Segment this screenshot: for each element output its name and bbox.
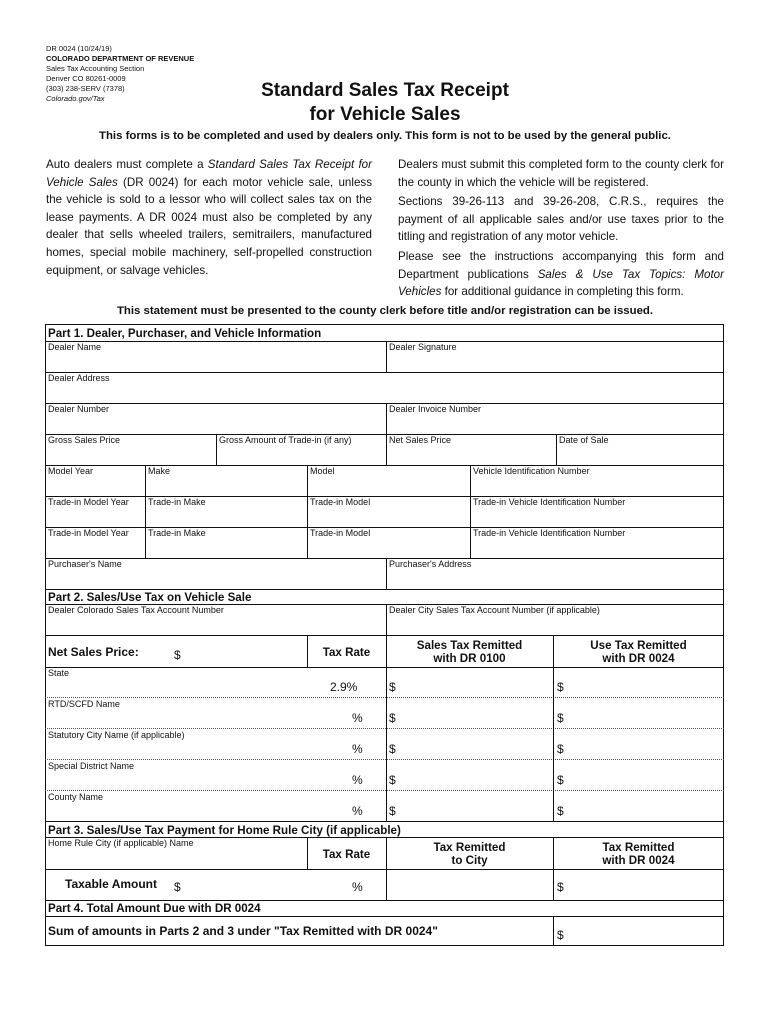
sales-tax-currency: $ [389,773,396,787]
use-tax-amount-input[interactable] [567,711,720,726]
tradein-model-input-1[interactable] [310,509,466,525]
model-input[interactable] [310,478,466,494]
use-tax-currency: $ [557,680,564,694]
use-tax-amount-input[interactable] [567,773,720,788]
part4-heading: Part 4. Total Amount Due with DR 0024 [48,902,261,915]
phone-number: (303) 238-SERV (7378) [46,84,125,93]
model-year-input[interactable] [48,478,142,494]
vin-label: Vehicle Identification Number [473,466,590,476]
dr-header-line-1: Tax Remitted [602,841,675,854]
purchaser-address-input[interactable] [389,571,720,587]
purchaser-name-input[interactable] [48,571,382,587]
website: Colorado.gov/Tax [46,94,105,103]
form-rule-horizontal [45,372,724,373]
tax-row-label: State [48,668,70,678]
form-rule-vertical [556,434,557,465]
gross-sales-price-label: Gross Sales Price [48,435,121,445]
taxable-amount-input[interactable] [184,878,302,894]
tax-rate-value: % [352,773,363,787]
part1-heading: Part 1. Dealer, Purchaser, and Vehicle Information [48,327,322,340]
part3-heading: Part 3. Sales/Use Tax Payment for Home Rule City (if applicable) [48,824,401,837]
form-rule-vertical [386,403,387,465]
tradein-make-label-2: Trade-in Make [148,528,206,538]
use-tax-amount-input[interactable] [567,680,720,695]
date-of-sale-input[interactable] [559,447,720,463]
dealer-signature-label: Dealer Signature [389,342,457,352]
use-tax-header-line-1: Use Tax Remitted [590,639,687,652]
use-tax-currency: $ [557,773,564,787]
net-sales-price-heading: Net Sales Price: [48,645,139,659]
intro-right-p3-post: for additional guidance in completing this form. [441,285,684,299]
sales-tax-header-line-1: Sales Tax Remitted [416,639,523,652]
intro-right-p2: Sections 39-26-113 and 39-26-208, C.R.S., requires the payment of all applicable sales and/or use taxes prior to the titling and registration of any motor vehicle. [398,195,724,244]
tax-row-name-input[interactable] [48,742,298,757]
tradein-model-label-1: Trade-in Model [310,497,371,507]
sales-tax-currency: $ [389,680,396,694]
use-tax-currency: $ [557,711,564,725]
tax-remitted-dr-header [553,841,724,867]
total-currency: $ [557,928,564,942]
tradein-model-year-input-1[interactable] [48,509,142,525]
tradein-model-year-label-2: Trade-in Model Year [48,528,129,538]
part3-rate-input[interactable] [312,878,350,894]
tradein-model-year-label-1: Trade-in Model Year [48,497,129,507]
gross-sales-price-input[interactable] [48,447,212,463]
tax-row-label: Statutory City Name (if applicable) [48,730,185,740]
dealer-account-input[interactable] [48,617,382,633]
form-rule-vertical [386,341,387,372]
sum-amounts-label: Sum of amounts in Parts 2 and 3 under "Tax Remitted with DR 0024" [48,924,438,938]
sales-tax-header-line-2: with DR 0100 [433,652,506,665]
intro-right-p3-italic: Sales & Use Tax Topics: Motor Vehicles [398,267,724,299]
tradein-vin-input-1[interactable] [473,509,720,525]
sales-tax-amount-input[interactable] [399,680,549,695]
purchaser-address-label: Purchaser's Address [389,559,472,569]
tax-row-name-input[interactable] [48,680,298,695]
form-rule-horizontal [45,635,724,636]
form-rule-horizontal [45,697,724,698]
form-rule-horizontal [45,869,724,870]
net-sales-price-input[interactable] [389,447,553,463]
title-statement-notice: This statement must be presented to the county clerk before title and/or registration can be issued. [116,305,654,317]
use-tax-amount-input[interactable] [567,742,720,757]
tax-rate-value: 2.9% [330,680,358,694]
use-tax-currency: $ [557,742,564,756]
tax-remitted-city-input[interactable] [390,878,549,894]
dealer-name-label: Dealer Name [48,342,102,352]
tax-rate-value: % [352,711,363,725]
form-rule-horizontal [45,667,724,668]
title-line-2: for Vehicle Sales [309,104,461,125]
sales-tax-remitted-header [386,639,553,665]
tradein-model-label-2: Trade-in Model [310,528,371,538]
tradein-make-input-2[interactable] [148,540,304,556]
form-rule-horizontal [45,790,724,791]
form-rule-vertical [553,916,554,946]
form-rule-vertical [386,604,387,635]
tax-rate-input[interactable] [312,773,350,788]
date-of-sale-label: Date of Sale [559,435,609,445]
city-address: Denver CO 80261-0009 [46,74,126,83]
make-input[interactable] [148,478,304,494]
intro-right-p1: Dealers must submit this completed form to the county clerk for the county in which the vehicle will be registered. [398,158,724,189]
tax-row-label: RTD/SCFD Name [48,699,120,709]
purchaser-name-label: Purchaser's Name [48,559,122,569]
taxable-amount-currency: $ [174,880,181,894]
intro-left-pre: Auto dealers must complete a [46,158,208,171]
tradein-make-input-1[interactable] [148,509,304,525]
tradein-make-label-1: Trade-in Make [148,497,206,507]
form-rule-vertical [470,465,471,558]
tax-remitted-dr-input[interactable] [567,878,720,894]
city-account-input[interactable] [389,617,720,633]
make-label: Make [148,466,171,476]
net-sales-currency: $ [174,648,181,662]
form-rule-horizontal [45,759,724,760]
form-rule-vertical [216,434,217,465]
tax-rate-value: % [352,742,363,756]
dealer-account-label: Dealer Colorado Sales Tax Account Number [48,605,224,615]
city-header-line-2: to City [451,854,488,867]
form-rule-horizontal [45,465,724,466]
tax-rate-header: Tax Rate [322,646,371,659]
dealer-invoice-label: Dealer Invoice Number [389,404,482,414]
form-rule-horizontal [45,341,724,342]
sales-tax-currency: $ [389,804,396,818]
city-header-line-1: Tax Remitted [433,841,506,854]
form-id: DR 0024 (10/24/19) [46,44,112,53]
net-sales-price-label: Net Sales Price [389,435,452,445]
part3-rate-value: % [352,880,363,894]
tax-rate-input[interactable] [312,711,350,726]
gross-trade-in-label: Gross Amount of Trade-in (if any) [219,435,352,445]
form-rule-horizontal [45,916,724,917]
sales-tax-amount-input[interactable] [399,804,549,819]
form-rule-horizontal [45,728,724,729]
tax-row-label: County Name [48,792,104,802]
vin-input[interactable] [473,478,720,494]
form-rule-horizontal [45,434,724,435]
dealer-number-input[interactable] [48,416,382,432]
use-tax-currency: $ [557,804,564,818]
intro-left-italic: Standard Sales Tax Receipt for Vehicle Sales [46,158,372,189]
intro-right-p3-pre: Please see the instructions accompanying this form and Department publications [398,249,724,281]
model-label: Model [310,466,335,476]
tax-rate-value: % [352,804,363,818]
sales-tax-amount-input[interactable] [399,773,549,788]
title-line-1: Standard Sales Tax Receipt [261,80,509,101]
tax-row-name-input[interactable] [48,711,298,726]
tradein-vin-label-1: Trade-in Vehicle Identification Number [473,497,626,507]
dealer-name-input[interactable] [48,354,382,370]
form-rule-vertical [145,465,146,558]
form-rule-vertical [386,558,387,589]
tradein-vin-input-2[interactable] [473,540,720,556]
tax-rate-input[interactable] [312,742,350,757]
dealer-signature-input[interactable] [389,354,720,370]
tax-row-name-input[interactable] [48,804,298,819]
part3-tax-rate-header: Tax Rate [322,848,371,861]
total-amount-input[interactable] [567,926,720,942]
dealer-only-notice: This forms is to be completed and used by dealers only. This form is not to be used by the general public. [99,130,671,142]
dealer-number-label: Dealer Number [48,404,110,414]
tradein-model-input-2[interactable] [310,540,466,556]
dealer-address-label: Dealer Address [48,373,110,383]
sales-tax-amount-input[interactable] [399,742,549,757]
dealer-address-input[interactable] [48,385,720,401]
use-tax-header-line-2: with DR 0024 [602,652,675,665]
tax-rate-input[interactable] [312,804,350,819]
tax-remitted-city-header [386,841,553,867]
home-rule-city-input[interactable] [48,851,302,867]
part3-dr-currency: $ [557,880,564,894]
gross-trade-in-input[interactable] [219,447,383,463]
sales-tax-amount-input[interactable] [399,711,549,726]
form-rule-horizontal [45,403,724,404]
sales-tax-currency: $ [389,711,396,725]
form-rule-horizontal [45,589,724,590]
form-rule-vertical [307,465,308,558]
tax-row-name-input[interactable] [48,773,298,788]
model-year-label: Model Year [48,466,94,476]
form-rule-horizontal [45,558,724,559]
form-rule-horizontal [45,900,724,901]
tradein-vin-label-2: Trade-in Vehicle Identification Number [473,528,626,538]
form-rule-horizontal [45,821,724,822]
department-name: COLORADO DEPARTMENT OF REVENUE [46,54,195,63]
taxable-amount-label: Taxable Amount [65,877,158,891]
net-sales-price-amount-input[interactable] [184,646,302,662]
tax-row-label: Special District Name [48,761,135,771]
part2-heading: Part 2. Sales/Use Tax on Vehicle Sale [48,591,252,604]
section-name: Sales Tax Accounting Section [46,64,145,73]
intro-left-post: (DR 0024) for each motor vehicle sale, unless the vehicle is sold to a lessor who will collect sales tax on the lease payments. A DR 0024 must also be completed by any dealer that sells wheeled trailers, semitrailers, manufactured homes, special mobile machinery, self-propelled construction equipment, or salvage vehicles. [46,175,372,277]
use-tax-amount-input[interactable] [567,804,720,819]
dealer-invoice-input[interactable] [389,416,720,432]
use-tax-remitted-header [553,639,724,665]
home-rule-city-label: Home Rule City (if applicable) Name [48,838,194,848]
tradein-model-year-input-2[interactable] [48,540,142,556]
city-account-label: Dealer City Sales Tax Account Number (if applicable) [389,605,600,615]
sales-tax-currency: $ [389,742,396,756]
dr-header-line-2: with DR 0024 [602,854,675,867]
